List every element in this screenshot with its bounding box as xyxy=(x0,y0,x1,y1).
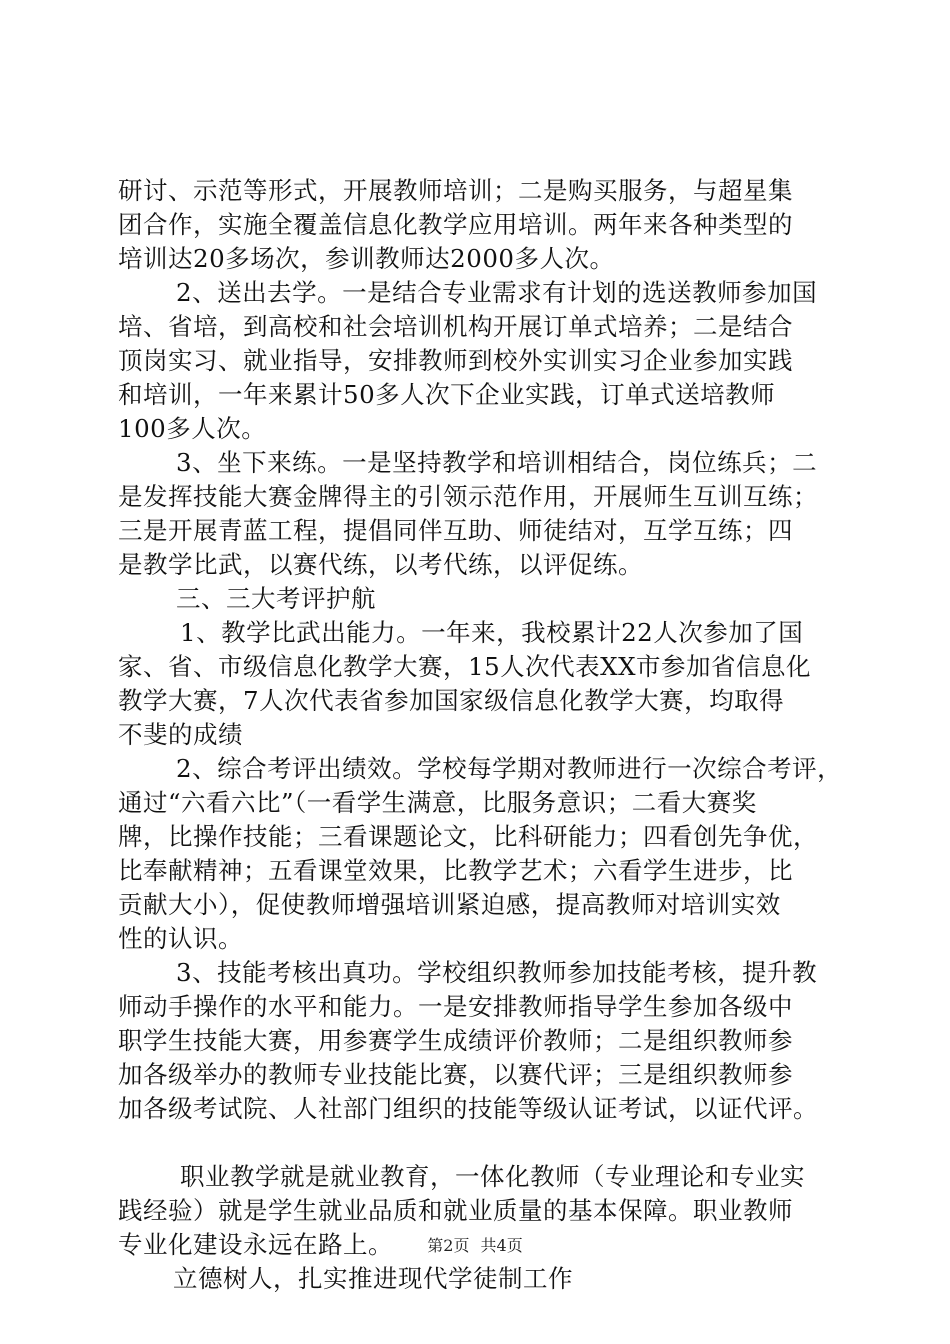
text-line: 3、技能考核出真功。学校组织教师参加技能考核，提升教 xyxy=(176,958,818,987)
section-heading: 三、三大考评护航 xyxy=(176,584,376,613)
text-line: 不斐的成绩 xyxy=(118,720,243,749)
text-line: 贡献大小），促使教师增强培训紧迫感，提高教师对培训实效 xyxy=(118,890,781,919)
text-line: 践经验）就是学生就业品质和就业质量的基本保障。职业教师 xyxy=(118,1196,793,1225)
text-line: 职业教学就是就业教育，一体化教师（专业理论和专业实 xyxy=(180,1162,805,1191)
text-line: 是教学比武，以赛代练，以考代练，以评促练。 xyxy=(118,550,643,579)
text-line: 团合作，实施全覆盖信息化教学应用培训。两年来各种类型的 xyxy=(118,210,793,239)
text-line: 培训达20多场次，参训教师达2000多人次。 xyxy=(118,244,615,273)
text-line: 顶岗实习、就业指导，安排教师到校外实训实习企业参加实践 xyxy=(118,346,793,375)
page-footer xyxy=(0,1233,950,1256)
section-heading: 立德树人，扎实推进现代学徒制工作 xyxy=(173,1264,573,1293)
text-line: 职学生技能大赛，用参赛学生成绩评价教师；二是组织教师参 xyxy=(118,1026,793,1055)
text-line: 和培训，一年来累计50多人次下企业实践，订单式送培教师 xyxy=(118,380,776,409)
text-line: 培、省培，到高校和社会培训机构开展订单式培养；二是结合 xyxy=(118,312,793,341)
text-line: 通过“六看六比”（一看学生满意，比服务意识；二看大赛奖 xyxy=(118,788,757,817)
text-line: 1、教学比武出能力。一年来，我校累计22人次参加了国 xyxy=(180,618,804,647)
text-line: 3、坐下来练。一是坚持教学和培训相结合，岗位练兵；二 xyxy=(176,448,818,477)
text-line: 2、送出去学。一是结合专业需求有计划的选送教师参加国 xyxy=(176,278,818,307)
text-line: 家、省、市级信息化教学大赛，15人次代表XX市参加省信息化 xyxy=(118,652,812,681)
text-line: 加各级考试院、人社部门组织的技能等级认证考试，以证代评。 xyxy=(118,1094,818,1123)
page-total: 共4页 xyxy=(480,1236,523,1255)
text-line: 100多人次。 xyxy=(118,414,267,443)
text-line: 研讨、示范等形式，开展教师培训；二是购买服务，与超星集 xyxy=(118,176,793,205)
text-line: 比奉献精神；五看课堂效果，比教学艺术；六看学生进步，比 xyxy=(118,856,793,885)
text-line: 2、综合考评出绩效。学校每学期对教师进行一次综合考评， xyxy=(176,754,843,783)
text-line: 加各级举办的教师专业技能比赛，以赛代评；三是组织教师参 xyxy=(118,1060,793,1089)
text-line: 师动手操作的水平和能力。一是安排教师指导学生参加各级中 xyxy=(118,992,793,1021)
text-line: 性的认识。 xyxy=(118,924,243,953)
text-line: 三是开展青蓝工程，提倡同伴互助、师徒结对，互学互练；四 xyxy=(118,516,793,545)
text-line: 是发挥技能大赛金牌得主的引领示范作用，开展师生互训互练； xyxy=(118,482,818,511)
text-line: 教学大赛，7人次代表省参加国家级信息化教学大赛，均取得 xyxy=(118,686,785,715)
text-line: 专业化建设永远在路上。 xyxy=(118,1230,393,1259)
page-number: 第2页 xyxy=(427,1236,470,1255)
text-line: 牌，比操作技能；三看课题论文，比科研能力；四看创先争优， xyxy=(118,822,818,851)
